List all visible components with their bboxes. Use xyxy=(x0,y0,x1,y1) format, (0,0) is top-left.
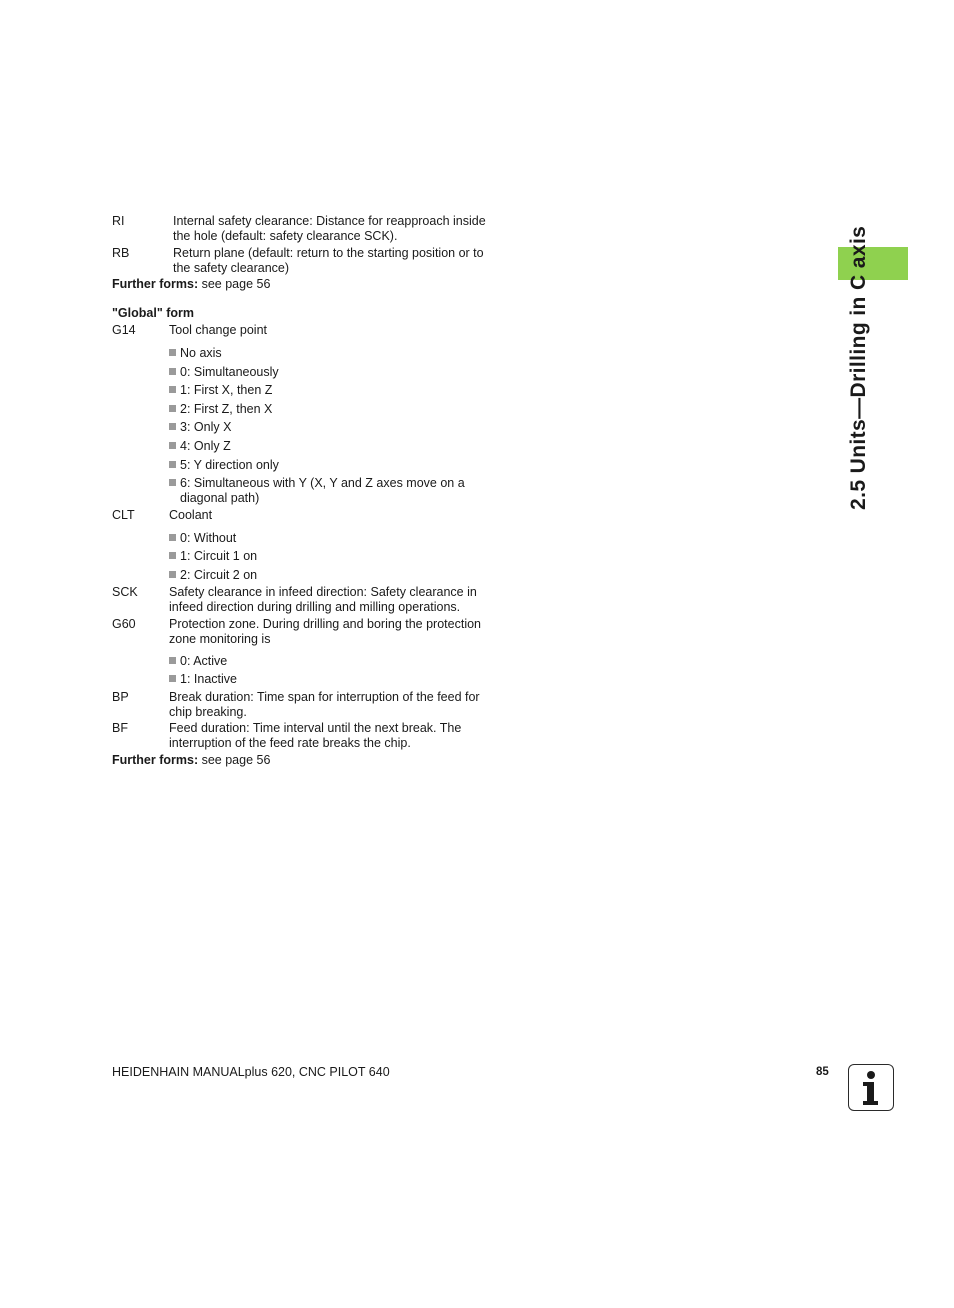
param-key-ri: RI xyxy=(112,214,125,228)
param-desc-g60: Protection zone. During drilling and boring the protection zone monitoring is xyxy=(169,617,481,646)
param-desc-ri: Internal safety clearance: Distance for reapproach inside the hole (default: safety clearance SCK). xyxy=(173,214,486,243)
bullet-square-icon xyxy=(169,479,176,486)
list-item: 3: Only X xyxy=(169,420,500,435)
bullet-square-icon xyxy=(169,571,176,578)
list-item: 5: Y direction only xyxy=(169,458,500,473)
param-key-rb: RB xyxy=(112,246,130,260)
further-forms-2 xyxy=(112,753,270,768)
section-heading-global: "Global" form xyxy=(112,306,194,320)
list-item: 1: First X, then Z xyxy=(169,383,500,398)
page-number: 85 xyxy=(816,1066,829,1078)
param-key-bf: BF xyxy=(112,721,128,735)
further-forms-1 xyxy=(112,277,270,292)
bullet-square-icon xyxy=(169,442,176,449)
list-item: 2: First Z, then X xyxy=(169,402,500,417)
bullet-square-icon xyxy=(169,349,176,356)
footer-title: HEIDENHAIN MANUALplus 620, CNC PILOT 640 xyxy=(112,1065,390,1079)
param-key-clt: CLT xyxy=(112,508,135,522)
bullet-square-icon xyxy=(169,368,176,375)
list-item: 0: Simultaneously xyxy=(169,365,500,380)
bullet-square-icon xyxy=(169,552,176,559)
bullet-square-icon xyxy=(169,675,176,682)
param-key-sck: SCK xyxy=(112,585,138,599)
bullet-square-icon xyxy=(169,534,176,541)
further-forms-label: Further forms: xyxy=(112,277,199,291)
list-item: 6: Simultaneous with Y (X, Y and Z axes move on a diagonal path) xyxy=(169,476,485,505)
further-forms-text[interactable]: see page 56 xyxy=(198,277,271,291)
list-item: 0: Active xyxy=(169,654,500,669)
bullet-square-icon xyxy=(169,657,176,664)
list-item: 4: Only Z xyxy=(169,439,500,454)
bullet-square-icon xyxy=(169,461,176,468)
list-item: 2: Circuit 2 on xyxy=(169,568,500,583)
bullet-square-icon xyxy=(169,405,176,412)
list-item: 0: Without xyxy=(169,531,500,546)
param-key-bp: BP xyxy=(112,690,129,704)
param-desc-rb: Return plane (default: return to the starting position or to the safety clearance) xyxy=(173,246,484,275)
chapter-side-title: 2.5 Units—Drilling in C axis xyxy=(847,225,870,510)
bullet-square-icon xyxy=(169,386,176,393)
param-desc-sck: Safety clearance in infeed direction: Safety clearance in infeed direction during drilling and milling operations. xyxy=(169,585,477,614)
info-icon[interactable] xyxy=(848,1064,894,1111)
param-key-g14: G14 xyxy=(112,323,136,337)
further-forms-text[interactable]: see page 56 xyxy=(198,753,271,767)
info-icon-glyph xyxy=(849,1065,893,1110)
bullet-square-icon xyxy=(169,423,176,430)
param-desc-bp: Break duration: Time span for interruption of the feed for chip breaking. xyxy=(169,690,480,719)
param-desc-g14: Tool change point xyxy=(169,323,267,337)
param-desc-bf: Feed duration: Time interval until the next break. The interruption of the feed rate breaks the chip. xyxy=(169,721,462,750)
further-forms-label: Further forms: xyxy=(112,753,199,767)
list-item: No axis xyxy=(169,346,500,361)
param-key-g60: G60 xyxy=(112,617,136,631)
list-item: 1: Inactive xyxy=(169,672,500,687)
list-item: 1: Circuit 1 on xyxy=(169,549,500,564)
param-desc-clt: Coolant xyxy=(169,508,213,522)
